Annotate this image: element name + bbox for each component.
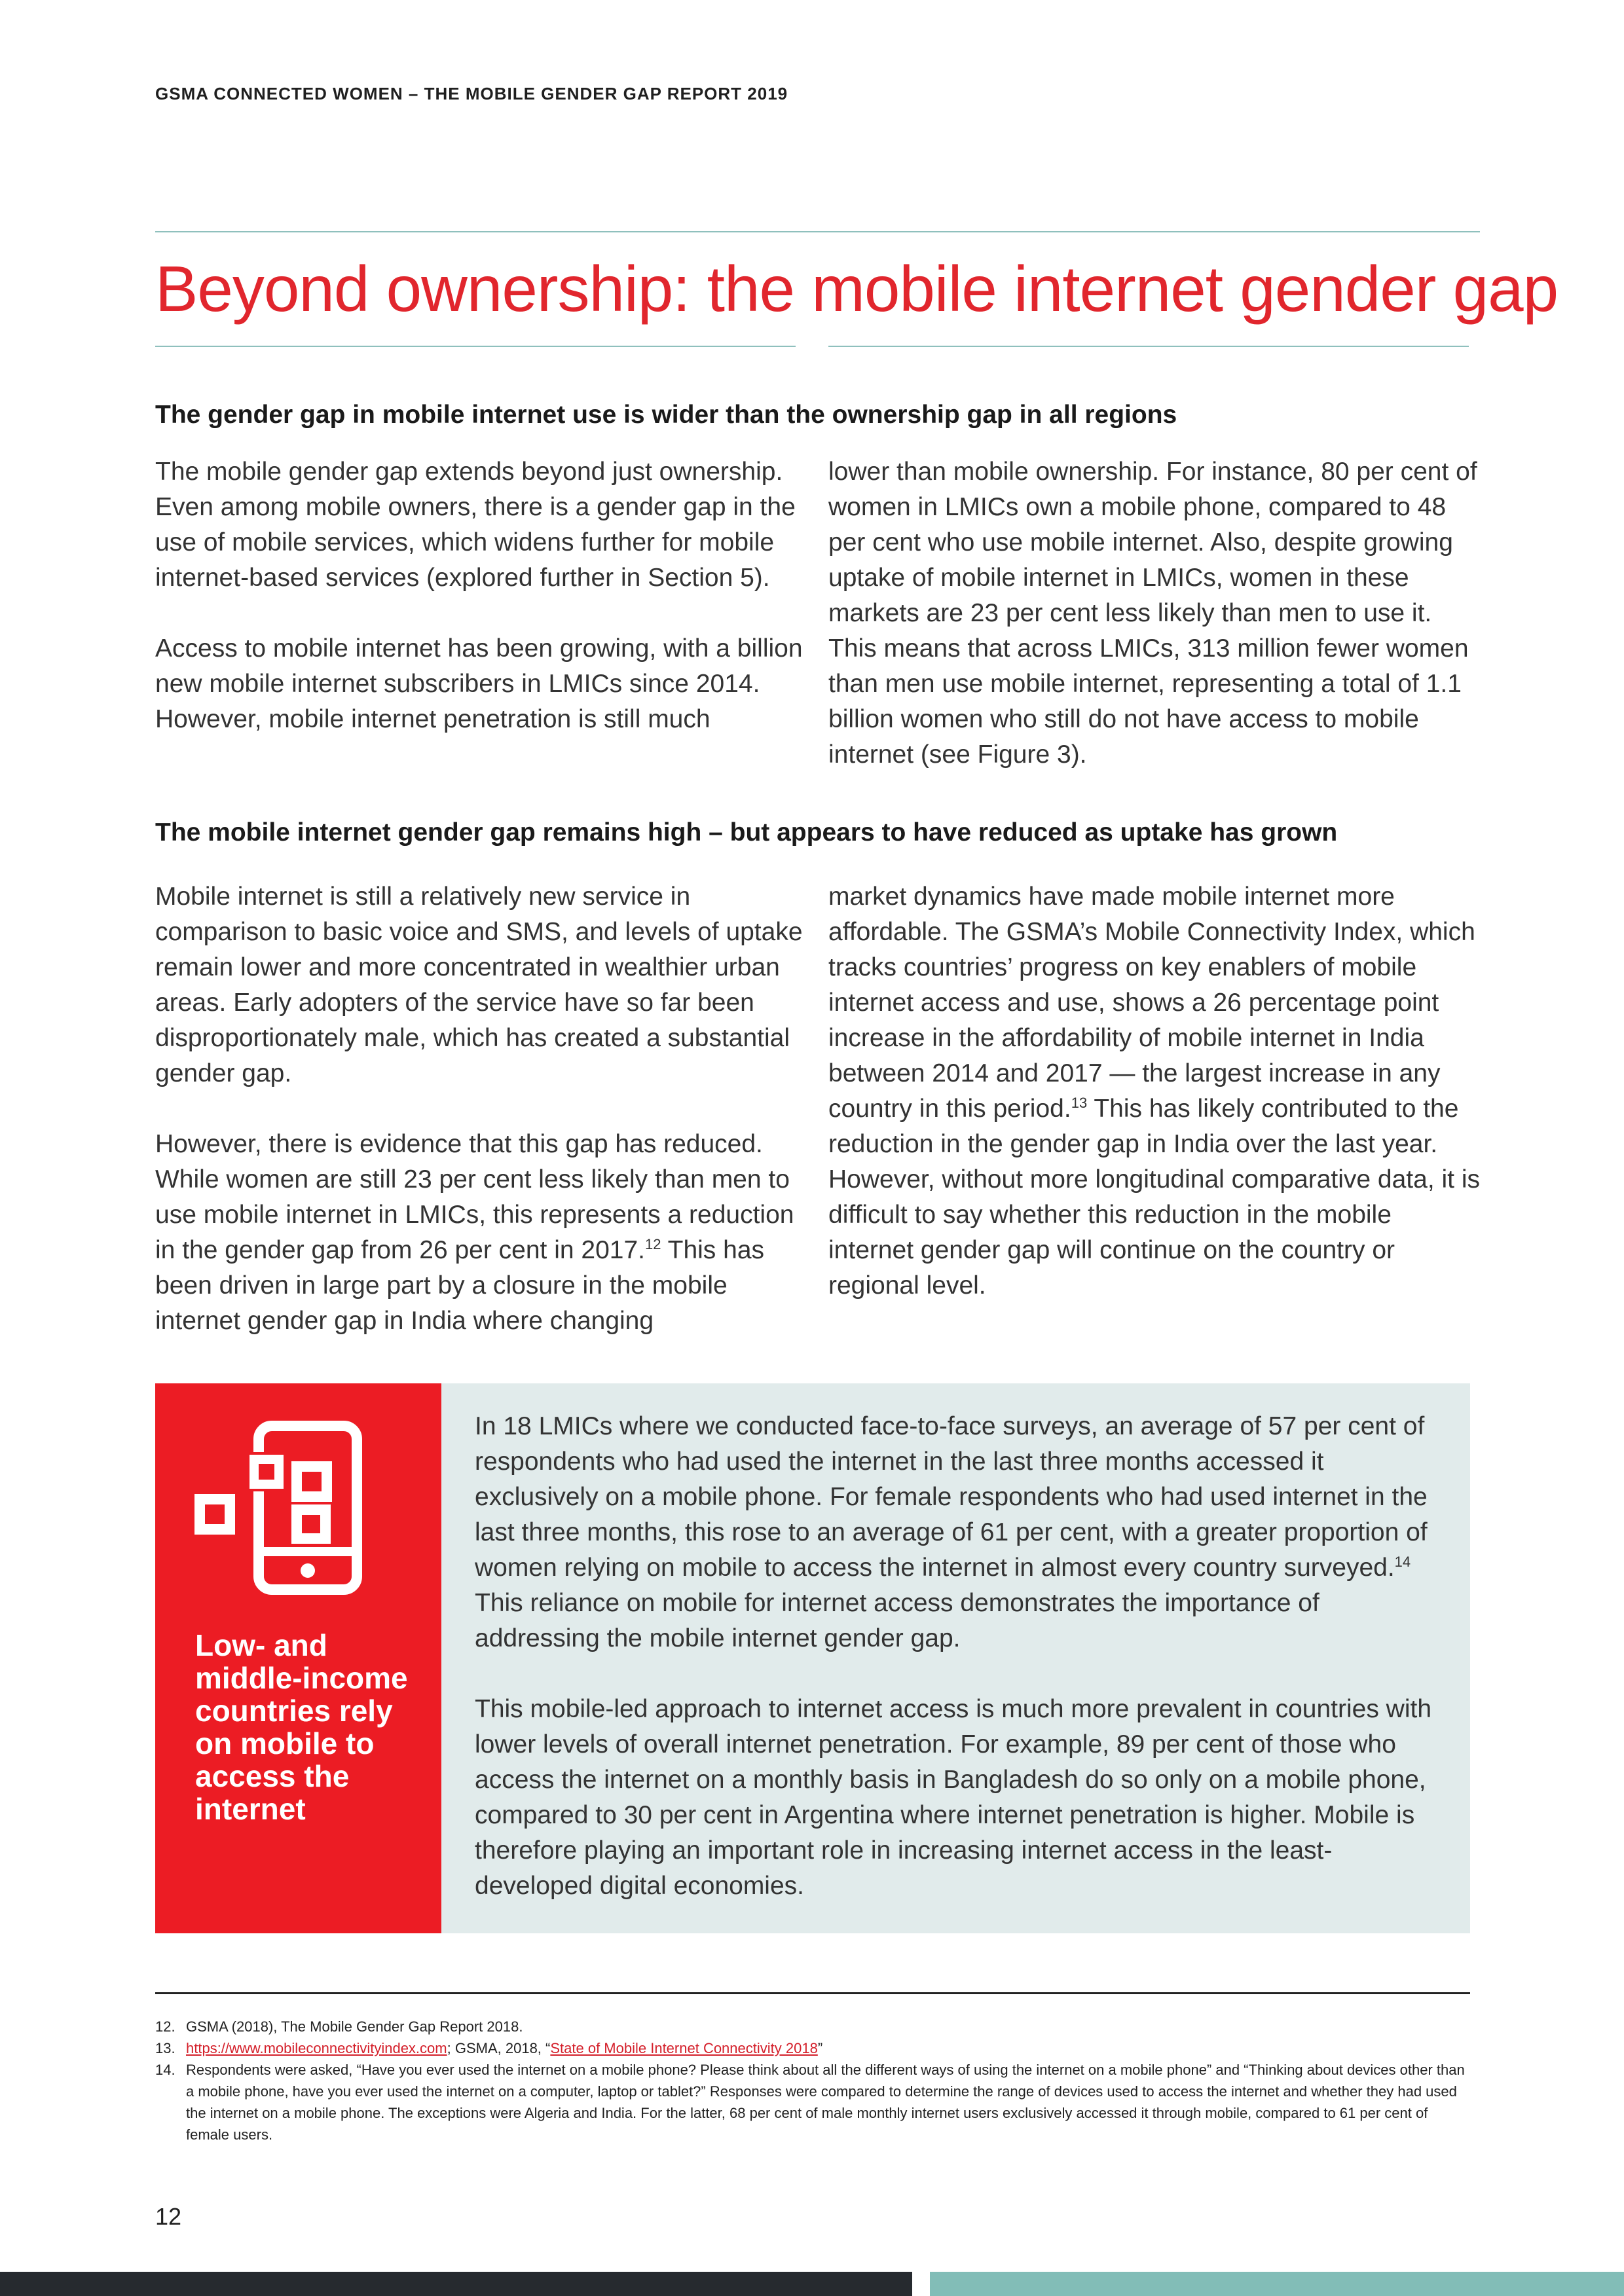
section1-heading: The gender gap in mobile internet use is wider than the ownership gap in all regions	[155, 401, 1177, 429]
footnote-14: 14. Respondents were asked, “Have you ever used the internet on a mobile phone? Please think about all the different ways of using the internet on a mobile phone” and “Thinking about devices other than a mobile phone, have you ever used the internet on a computer, laptop or tablet?” Responses were compared to determine the range of devices used to access the internet and whether they had used the internet on a mobile phone. The exceptions were Algeria and India. For the latter, 68 per cent of male monthly internet users exclusively accessed it through mobile, compared to 61 per cent of female users.	[155, 2062, 1465, 2143]
section1-left-paragraph: The mobile gender gap extends beyond just ownership. Even among mobile owners, there is a gender gap in the use of mobile services, which widens further for mobile internet-based services (explored further in Section 5).	[155, 458, 796, 592]
callout-text	[475, 1409, 1444, 1904]
callout-paragraph: This mobile-led approach to internet access is much more prevalent in countries with lower levels of overall internet penetration. For example, 89 per cent of those who access the internet on a monthly basis in Bangladesh do so only on a mobile phone, compared to 30 per cent in Argentina where internet penetration is higher. Mobile is therefore playing an important role in increasing internet access in the least-developed digital economies.	[475, 1695, 1432, 1900]
callout-title: Low- and middle-income countries rely on mobile to access the internet	[195, 1628, 408, 1826]
footnote-13: 13. https://www.mobileconnectivityindex.com; GSMA, 2018, “State of Mobile Internet Connectivity 2018”	[155, 2040, 823, 2056]
title-bottom-rule-right	[828, 346, 1469, 347]
section2-left-paragraph: However, there is evidence that this gap has reduced. While women are still 23 per cent less likely than men to use mobile internet in LMICs, this represents a reduction in the gender gap from 26 per cent in 2017.12 This has been driven in large part by a closure in the mobile internet gender gap in India where changing	[155, 1130, 794, 1335]
callout-paragraph: In 18 LMICs where we conducted face-to-face surveys, an average of 57 per cent of respondents who had used the internet in the last three months accessed it exclusively on a mobile phone. For female respondents who had used internet in the last three months, this rose to an average of 61 per cent, with a greater proportion of women relying on mobile to access the internet in almost every country surveyed.$^{14}$ This reliance on mobile for internet access demonstrates the importance of addressing the mobile internet gender gap.	[475, 1412, 1428, 1652]
section2-right-paragraph: market dynamics have made mobile internet more affordable. The GSMA’s Mobile Connectivity Index, which tracks countries’ progress on key enablers of mobile internet access and use, shows a 26 percentage point increase in the affordability of mobile internet in India between 2014 and 2017 — the largest increase in any country in this period.$^{13}$ This has likely contributed to the reduction in the gender gap in India over the last year. However, without more longitudinal comparative data, it is difficult to say whether this reduction in the mobile internet gender gap will continue on the country or regional level.	[828, 883, 1480, 1300]
footnote-ref-14: 14	[1394, 1554, 1411, 1570]
title-bottom-rule-left	[155, 346, 796, 347]
footnotes	[155, 2016, 1470, 2145]
state-of-connectivity-link[interactable]: State of Mobile Internet Connectivity 2018	[550, 2040, 818, 2056]
mci-link[interactable]: https://www.mobileconnectivityindex.com	[186, 2040, 447, 2056]
section2-left-paragraph: Mobile internet is still a relatively new service in comparison to basic voice and SMS, and levels of uptake remain lower and more concentrated in wealthier urban areas. Early adopters of the service have so far been disproportionately male, which has created a substantial gender gap.	[155, 883, 803, 1087]
title-top-rule	[155, 231, 1480, 232]
section2-heading: The mobile internet gender gap remains high – but appears to have reduced as uptake has grown	[155, 818, 1338, 847]
section1-left-column	[155, 454, 810, 737]
section2-left-column	[155, 879, 810, 1339]
page-title: Beyond ownership: the mobile internet gender gap	[155, 253, 1559, 325]
footnote-12: 12. GSMA (2018), The Mobile Gender Gap Report 2018.	[155, 2018, 523, 2035]
running-header: GSMA CONNECTED WOMEN – THE MOBILE GENDER GAP REPORT 2019	[155, 84, 788, 103]
mobile-phone-qr-icon	[193, 1421, 370, 1597]
section2-right-column	[828, 879, 1483, 1303]
footnote-ref-13: 13	[1071, 1095, 1088, 1111]
section1-right-paragraph: lower than mobile ownership. For instance, 80 per cent of women in LMICs own a mobile phone, compared to 48 per cent who use mobile internet. Also, despite growing uptake of mobile internet in LMICs, women in these markets are 23 per cent less likely than men to use it. This means that across LMICs, 313 million fewer women than men use mobile internet, representing a total of 1.1 billion women who still do not have access to mobile internet (see Figure 3).	[828, 458, 1477, 769]
footer-bar-dark	[0, 2272, 912, 2296]
page-number: 12	[155, 2203, 182, 2230]
section1-right-column	[828, 454, 1483, 773]
footnote-ref-12: 12	[645, 1236, 661, 1252]
section1-left-paragraph: Access to mobile internet has been growing, with a billion new mobile internet subscribers in LMICs since 2014. However, mobile internet penetration is still much	[155, 634, 803, 733]
footer-bar-teal	[930, 2272, 1624, 2296]
footnote-divider	[155, 1992, 1470, 1994]
